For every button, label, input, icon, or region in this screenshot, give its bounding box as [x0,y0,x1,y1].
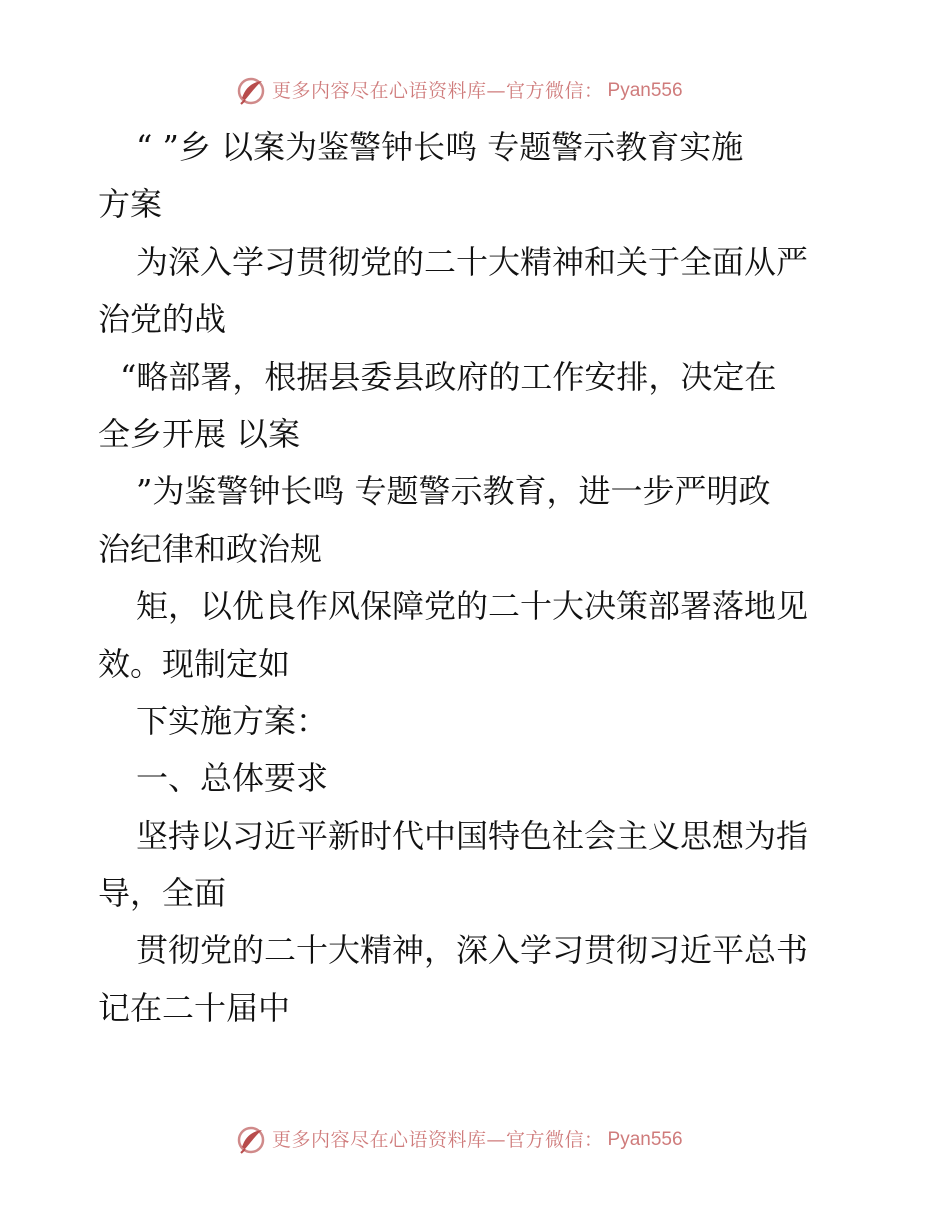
doc-paragraph-line: 导，全面 [98,874,227,913]
doc-paragraph-line: 记在二十届中 [98,988,291,1027]
doc-title-line-1: “ ”乡 以案为鉴警钟长鸣 专题警示教育实施 [136,128,744,166]
doc-paragraph-line: 坚持以习近平新时代中国特色社会主义思想为指 [136,816,809,855]
header-brand-handle: Pyan556 [607,80,683,101]
doc-paragraph-line: 效。现制定如 [98,644,291,683]
doc-section-heading: 一、总体要求 [136,759,329,798]
doc-paragraph-line: ”为鉴警钟长鸣 专题警示教育，进一步严明政 [136,472,771,511]
footer-watermark [236,1122,756,1158]
document-body [98,119,858,1037]
footer-brand-text: 更多内容尽在心语资料库—官方微信： [272,1129,604,1151]
doc-paragraph-line: “略部署，根据县委县政府的工作安排，决定在 [120,357,777,396]
brand-logo-icon [236,1125,266,1155]
doc-title-line-2: 方案 [98,185,163,224]
footer-brand-handle: Pyan556 [607,1129,683,1150]
doc-paragraph-line: 下实施方案： [136,701,329,740]
doc-paragraph-line: 治党的战 [98,300,227,339]
doc-paragraph-line: 治纪律和政治规 [98,529,323,568]
doc-paragraph-line: 贯彻党的二十大精神，深入学习贯彻习近平总书 [136,931,809,970]
doc-paragraph-line: 为深入学习贯彻党的二十大精神和关于全面从严 [136,242,809,281]
doc-paragraph-line: 矩，以优良作风保障党的二十大决策部署落地见 [136,587,809,626]
brand-logo-icon [236,76,266,106]
header-brand-text: 更多内容尽在心语资料库—官方微信： [272,80,604,102]
header-watermark [236,73,756,109]
doc-paragraph-line: 全乡开展 以案 [98,414,301,453]
